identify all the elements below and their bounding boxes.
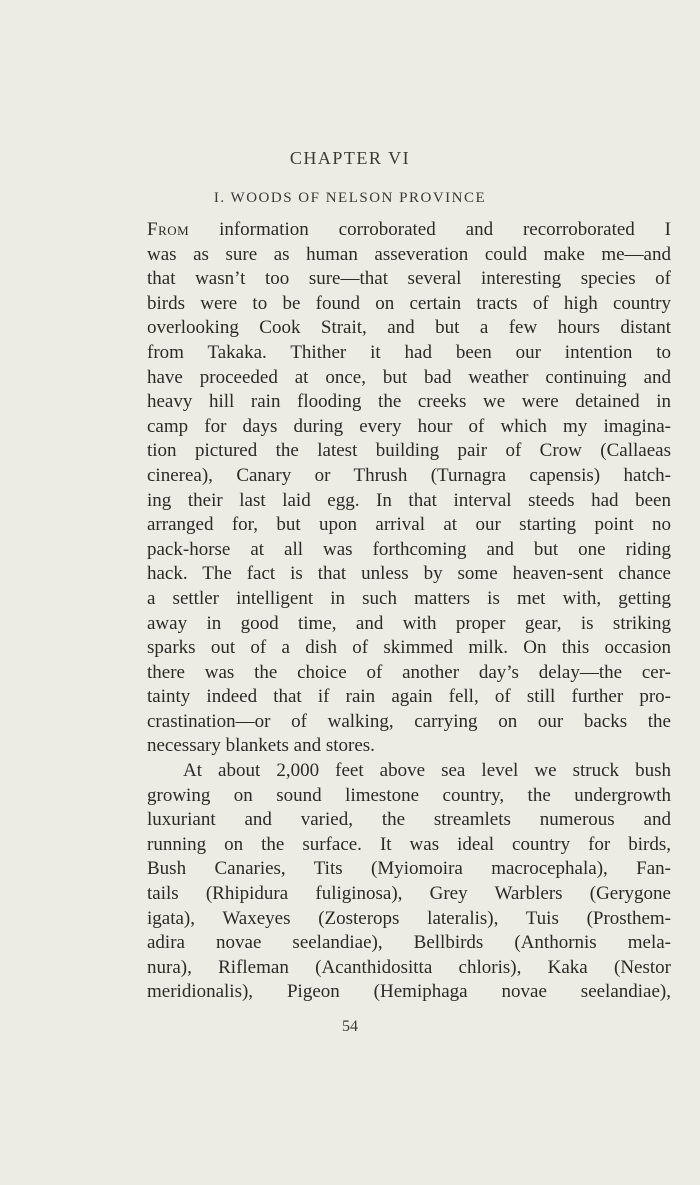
text-line: from Takaka. Thither it had been our intention to: [147, 341, 671, 363]
page-number: 54: [342, 1018, 358, 1035]
text-line: adira novae seelandiae), Bellbirds (Anthornis mela-: [147, 932, 671, 954]
text-line: cinerea), Canary or Thrush (Turnagra capensis) hatch-: [147, 464, 671, 486]
text-line: luxuriant and varied, the streamlets numerous and: [147, 809, 671, 831]
text-line: hack. The fact is that unless by some heaven-sent chance: [147, 563, 671, 585]
text-line: running on the surface. It was ideal country for birds,: [147, 833, 671, 855]
text-line: igata), Waxeyes (Zosterops lateralis), Tuis (Prosthem-: [147, 907, 671, 929]
text-line: necessary blankets and stores.: [147, 735, 375, 757]
text-line: a settler intelligent in such matters is met with, getting: [147, 587, 671, 609]
text-line: From information corroborated and recorroborated I: [147, 219, 671, 240]
text-line: have proceeded at once, but bad weather continuing and: [147, 366, 671, 388]
text-line: away in good time, and with proper gear, is striking: [147, 612, 671, 634]
text-line: meridionalis), Pigeon (Hemiphaga novae seelandiae),: [147, 981, 671, 1003]
text-line: was as sure as human asseveration could make me—and: [147, 243, 671, 265]
text-line: growing on sound limestone country, the undergrowth: [147, 784, 671, 806]
text-line: At about 2,000 feet above sea level we struck bush: [183, 760, 671, 782]
text-line: ing their last laid egg. In that interval steeds had been: [147, 489, 671, 511]
chapter-heading: CHAPTER VI: [289, 148, 411, 168]
text-line: Bush Canaries, Tits (Myiomoira macrocephala), Fan-: [147, 858, 671, 880]
text-line: pack-horse at all was forthcoming and but one riding: [147, 538, 671, 560]
section-heading: I. WOODS OF NELSON PROVINCE: [213, 190, 487, 206]
text-line: arranged for, but upon arrival at our starting point no: [147, 514, 671, 536]
text-line: birds were to be found on certain tracts of high country: [147, 292, 671, 314]
text-line: there was the choice of another day’s delay—the cer-: [147, 661, 671, 683]
lead-word: From: [147, 219, 190, 240]
text-line: tails (Rhipidura fuliginosa), Grey Warblers (Gerygone: [147, 883, 671, 905]
text-line: overlooking Cook Strait, and but a few hours distant: [147, 317, 671, 339]
text-line: sparks out of a dish of skimmed milk. On this occasion: [147, 637, 671, 659]
text-line: that wasn’t too sure—that several interesting species of: [147, 268, 671, 290]
text-line: tion pictured the latest building pair of Crow (Callaeas: [147, 440, 671, 462]
text-line: heavy hill rain flooding the creeks we were detained in: [147, 391, 671, 413]
text-line: camp for days during every hour of which my imagina-: [147, 415, 671, 437]
text-line: crastination—or of walking, carrying on our backs the: [147, 710, 671, 732]
text-line: nura), Rifleman (Acanthidositta chloris), Kaka (Nestor: [147, 956, 671, 978]
body-text: [147, 218, 671, 1005]
text-line: tainty indeed that if rain again fell, of still further pro-: [147, 686, 671, 708]
